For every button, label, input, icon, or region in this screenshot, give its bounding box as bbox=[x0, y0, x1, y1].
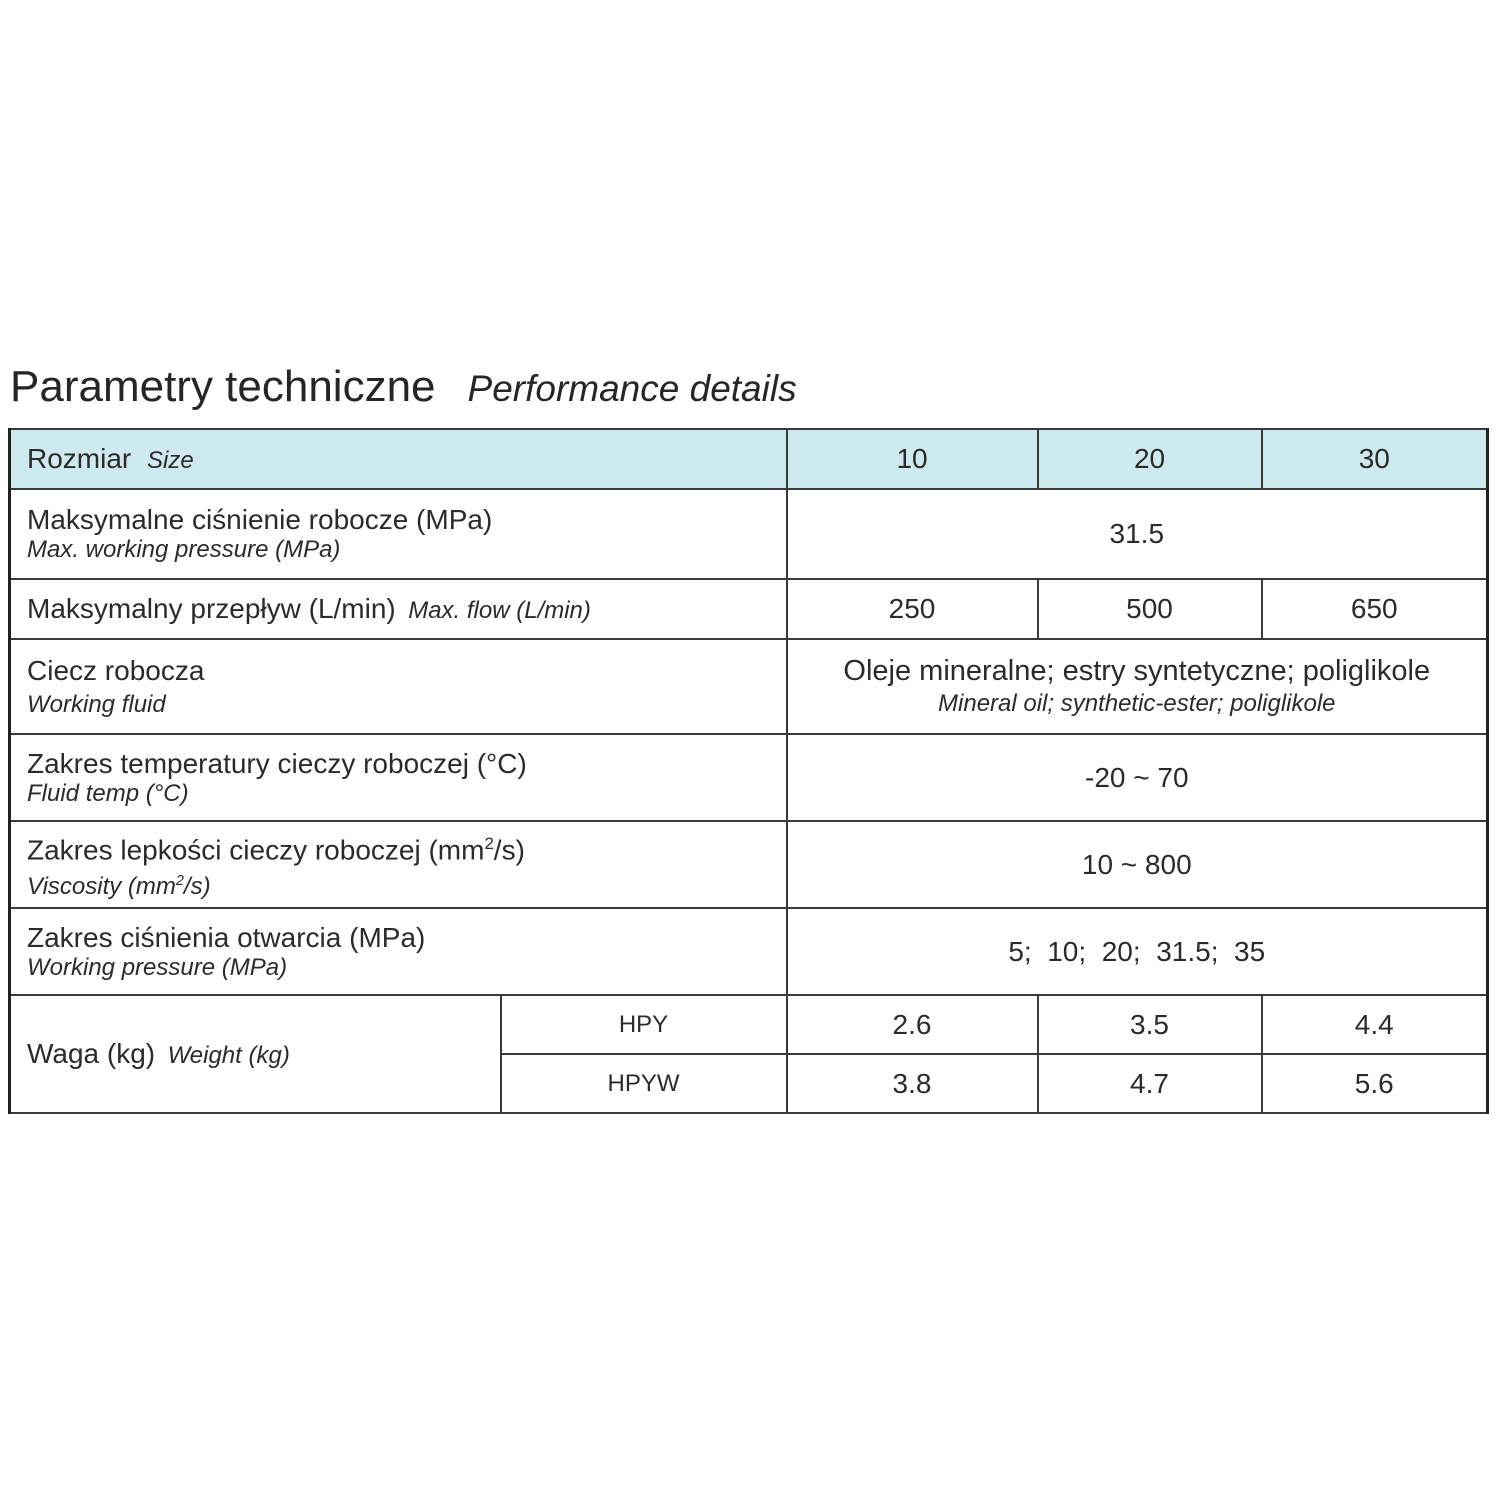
size-30-header: 30 bbox=[1262, 429, 1488, 489]
viscosity-pl-suffix: /s) bbox=[493, 834, 525, 866]
table-row-working-fluid bbox=[10, 639, 1488, 734]
working-fluid-value-en: Mineral oil; synthetic-ester; poliglikole bbox=[938, 689, 1336, 717]
opening-pressure-pl: Zakres ciśnienia otwarcia (MPa) bbox=[27, 921, 426, 953]
working-fluid-value bbox=[787, 639, 1488, 734]
weight-en: Weight (kg) bbox=[167, 1042, 290, 1069]
viscosity-en-prefix: Viscosity (mm bbox=[27, 872, 176, 900]
temperature-en: Fluid temp (°C) bbox=[27, 779, 189, 807]
heading-polish: Parametry techniczne bbox=[10, 362, 436, 411]
max-flow-value-10: 250 bbox=[787, 579, 1038, 639]
weight-label bbox=[10, 995, 501, 1113]
table-row-max-flow bbox=[10, 579, 1488, 639]
weight-hpy-30: 4.4 bbox=[1262, 995, 1488, 1054]
size-label-pl: Rozmiar bbox=[27, 443, 132, 474]
table-row-opening-pressure bbox=[10, 908, 1488, 995]
max-flow-pl: Maksymalny przepływ (L/min) bbox=[27, 593, 396, 624]
working-fluid-pl: Ciecz robocza bbox=[27, 654, 205, 686]
viscosity-label bbox=[10, 821, 787, 908]
max-flow-label bbox=[10, 579, 787, 639]
max-flow-value-20: 500 bbox=[1038, 579, 1262, 639]
weight-hpyw-20: 4.7 bbox=[1038, 1054, 1262, 1113]
size-20-header: 20 bbox=[1038, 429, 1262, 489]
weight-hpy-20: 3.5 bbox=[1038, 995, 1262, 1054]
opening-pressure-en: Working pressure (MPa) bbox=[27, 953, 288, 981]
table-row-weight-hpy bbox=[10, 995, 1488, 1054]
viscosity-value: 10 ~ 800 bbox=[787, 821, 1488, 908]
working-fluid-en: Working fluid bbox=[27, 690, 166, 718]
weight-hpy-10: 2.6 bbox=[787, 995, 1038, 1054]
temperature-pl: Zakres temperatury cieczy roboczej (°C) bbox=[27, 747, 527, 779]
size-label-cell bbox=[10, 429, 787, 489]
weight-hpyw-30: 5.6 bbox=[1262, 1054, 1488, 1113]
max-pressure-value: 31.5 bbox=[787, 489, 1488, 579]
page-heading bbox=[10, 362, 797, 412]
weight-hpyw-10: 3.8 bbox=[787, 1054, 1038, 1113]
performance-table bbox=[8, 428, 1489, 1114]
weight-model-hpyw: HPYW bbox=[501, 1054, 787, 1113]
viscosity-pl-sup: 2 bbox=[484, 834, 494, 854]
viscosity-pl bbox=[27, 828, 786, 866]
max-flow-value-30: 650 bbox=[1262, 579, 1488, 639]
max-pressure-pl: Maksymalne ciśnienie robocze (MPa) bbox=[27, 504, 493, 535]
viscosity-en-sup: 2 bbox=[175, 872, 184, 889]
viscosity-en-suffix: /s) bbox=[183, 872, 211, 900]
opening-pressure-value: 5; 10; 20; 31.5; 35 bbox=[787, 908, 1488, 995]
size-10-header: 10 bbox=[787, 429, 1038, 489]
table-row-temperature bbox=[10, 734, 1488, 821]
working-fluid-label bbox=[10, 639, 787, 734]
heading-english: Performance details bbox=[467, 368, 797, 409]
max-pressure-label bbox=[10, 489, 787, 579]
size-label-en: Size bbox=[147, 447, 194, 474]
table-row-viscosity bbox=[10, 821, 1488, 908]
max-pressure-en: Max. working pressure (MPa) bbox=[27, 536, 341, 563]
working-fluid-value-pl: Oleje mineralne; estry syntetyczne; poliglikole bbox=[843, 654, 1431, 687]
max-flow-en: Max. flow (L/min) bbox=[408, 597, 591, 624]
viscosity-pl-prefix: Zakres lepkości cieczy roboczej (mm bbox=[27, 834, 485, 866]
viscosity-en bbox=[27, 867, 786, 901]
temperature-label bbox=[10, 734, 787, 821]
table-header-row bbox=[10, 429, 1488, 489]
table-row-max-pressure bbox=[10, 489, 1488, 579]
temperature-value: -20 ~ 70 bbox=[787, 734, 1488, 821]
weight-model-hpy: HPY bbox=[501, 995, 787, 1054]
weight-pl: Waga (kg) bbox=[27, 1038, 156, 1069]
opening-pressure-label bbox=[10, 908, 787, 995]
